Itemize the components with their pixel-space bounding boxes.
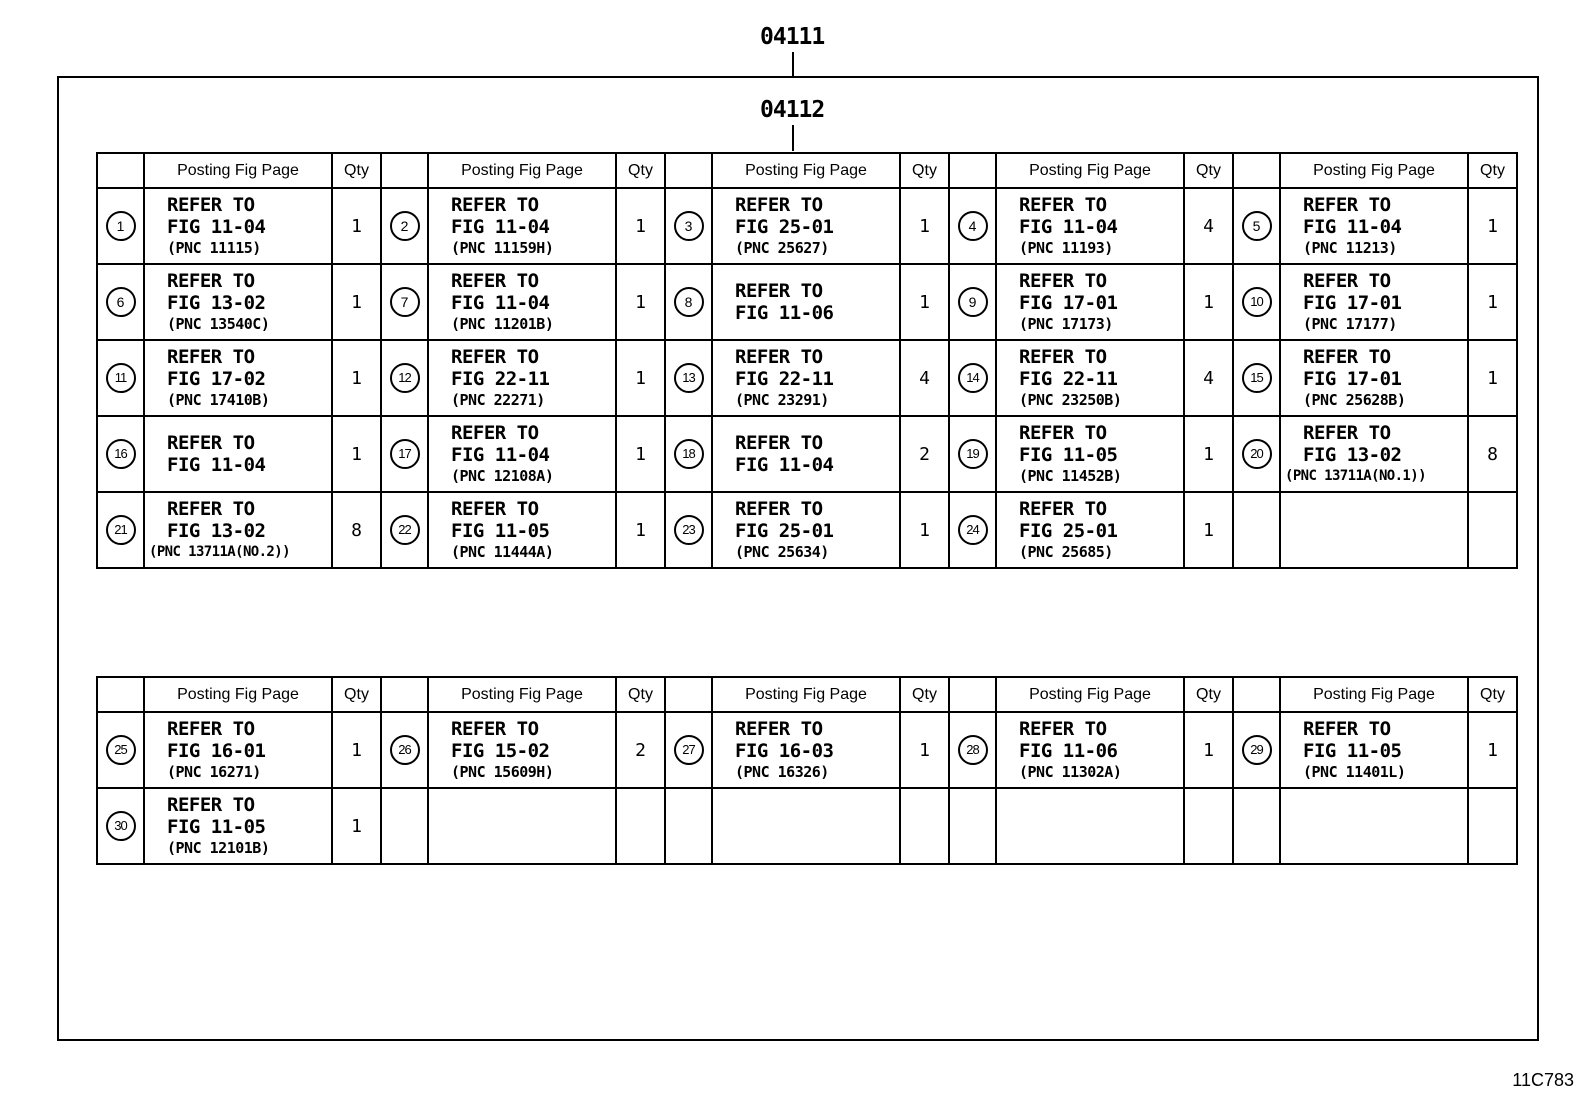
posting-fig-page-cell	[712, 416, 900, 492]
table-header-row	[97, 677, 1517, 712]
qty-cell: 1	[900, 712, 949, 788]
inner-leader-line	[792, 125, 794, 151]
refer-to-text: REFER TO	[1303, 718, 1391, 740]
item-number-cell	[1233, 788, 1280, 864]
posting-fig-page-cell	[996, 788, 1184, 864]
item-number-circle: 12	[390, 363, 420, 393]
refer-to-text: REFER TO	[735, 432, 823, 454]
table-header-row	[97, 153, 1517, 188]
fig-page-text: FIG 17-01	[1303, 292, 1402, 314]
qty-cell	[616, 788, 665, 864]
posting-fig-page-cell	[428, 788, 616, 864]
item-number-circle: 20	[1242, 439, 1272, 469]
item-number-cell	[949, 188, 996, 264]
item-number-circle: 18	[674, 439, 704, 469]
header-qty: Qty	[1468, 153, 1517, 188]
refer-to-text: REFER TO	[167, 270, 255, 292]
illustration-reference-code: 11C783	[1512, 1070, 1574, 1090]
header-posting-fig-page: Posting Fig Page	[144, 153, 332, 188]
posting-fig-page-cell	[996, 264, 1184, 340]
pnc-text: (PNC 13540C)	[167, 315, 270, 333]
item-number-circle: 26	[390, 735, 420, 765]
item-number-cell	[949, 340, 996, 416]
item-number-circle: 22	[390, 515, 420, 545]
posting-fig-page-cell	[144, 712, 332, 788]
item-number-cell	[97, 788, 144, 864]
posting-fig-page-cell	[144, 340, 332, 416]
posting-fig-page-cell	[712, 264, 900, 340]
item-number-circle: 10	[1242, 287, 1272, 317]
pnc-text: (PNC 16271)	[167, 763, 261, 781]
item-number-circle: 19	[958, 439, 988, 469]
inner-assembly-label: 04112	[760, 97, 825, 123]
fig-page-text: FIG 25-01	[1019, 520, 1118, 542]
posting-fig-page-cell	[144, 416, 332, 492]
header-qty: Qty	[1184, 153, 1233, 188]
refer-to-text: REFER TO	[1303, 346, 1391, 368]
table-row	[97, 788, 1517, 864]
posting-fig-page-cell	[996, 188, 1184, 264]
item-number-circle: 27	[674, 735, 704, 765]
header-posting-fig-page: Posting Fig Page	[428, 677, 616, 712]
refer-to-text: REFER TO	[735, 498, 823, 520]
table-row	[97, 264, 1517, 340]
header-posting-fig-page: Posting Fig Page	[712, 153, 900, 188]
pnc-text: (PNC 11201B)	[451, 315, 554, 333]
qty-cell: 2	[616, 712, 665, 788]
pnc-text: (PNC 12101B)	[167, 839, 270, 857]
pnc-text: (PNC 25634)	[735, 543, 829, 561]
item-number-circle: 11	[106, 363, 136, 393]
fig-page-text: FIG 11-06	[735, 302, 834, 324]
fig-page-text: FIG 22-11	[1019, 368, 1118, 390]
header-posting-fig-page: Posting Fig Page	[1280, 153, 1468, 188]
item-number-circle: 28	[958, 735, 988, 765]
item-number-cell	[1233, 188, 1280, 264]
qty-cell	[1468, 788, 1517, 864]
pnc-text: (PNC 25628B)	[1303, 391, 1406, 409]
item-number-circle: 15	[1242, 363, 1272, 393]
item-number-cell	[1233, 340, 1280, 416]
pnc-text: (PNC 11193)	[1019, 239, 1113, 257]
header-number-cell	[949, 677, 996, 712]
pnc-text: (PNC 17177)	[1303, 315, 1397, 333]
item-number-cell	[665, 264, 712, 340]
fig-page-text: FIG 11-04	[167, 454, 266, 476]
item-number-cell	[949, 788, 996, 864]
header-qty: Qty	[332, 677, 381, 712]
qty-cell	[900, 788, 949, 864]
fig-page-text: FIG 17-02	[167, 368, 266, 390]
qty-cell: 1	[1184, 712, 1233, 788]
posting-fig-page-cell	[144, 788, 332, 864]
item-number-circle: 21	[106, 515, 136, 545]
qty-cell	[1184, 788, 1233, 864]
pnc-text: (PNC 11213)	[1303, 239, 1397, 257]
fig-page-text: FIG 11-06	[1019, 740, 1118, 762]
item-number-cell	[665, 340, 712, 416]
fig-page-text: FIG 11-04	[167, 216, 266, 238]
fig-page-text: FIG 11-04	[451, 292, 550, 314]
item-number-circle: 4	[958, 211, 988, 241]
qty-cell: 1	[1184, 492, 1233, 568]
refer-to-text: REFER TO	[735, 346, 823, 368]
pnc-text: (PNC 11115)	[167, 239, 261, 257]
fig-page-text: FIG 13-02	[1303, 444, 1402, 466]
refer-to-text: REFER TO	[1019, 498, 1107, 520]
reference-table-lower	[96, 676, 1518, 865]
posting-fig-page-cell	[428, 416, 616, 492]
item-number-cell	[97, 416, 144, 492]
refer-to-text: REFER TO	[451, 194, 539, 216]
fig-page-text: FIG 22-11	[735, 368, 834, 390]
posting-fig-page-cell	[1280, 712, 1468, 788]
qty-cell: 8	[1468, 416, 1517, 492]
pnc-text: (PNC 11444A)	[451, 543, 554, 561]
refer-to-text: REFER TO	[735, 194, 823, 216]
pnc-text: (PNC 16326)	[735, 763, 829, 781]
item-number-cell	[97, 188, 144, 264]
pnc-text: (PNC 11401L)	[1303, 763, 1406, 781]
posting-fig-page-cell	[428, 340, 616, 416]
pnc-text: (PNC 23250B)	[1019, 391, 1122, 409]
item-number-cell	[381, 188, 428, 264]
qty-cell: 1	[1468, 340, 1517, 416]
refer-to-text: REFER TO	[451, 718, 539, 740]
posting-fig-page-cell	[712, 712, 900, 788]
item-number-circle: 3	[674, 211, 704, 241]
pnc-text: (PNC 17173)	[1019, 315, 1113, 333]
header-posting-fig-page: Posting Fig Page	[428, 153, 616, 188]
fig-page-text: FIG 13-02	[167, 292, 266, 314]
item-number-cell	[949, 492, 996, 568]
refer-to-text: REFER TO	[451, 498, 539, 520]
pnc-text: (PNC 13711A(NO.1))	[1285, 468, 1426, 484]
fig-page-text: FIG 11-04	[1303, 216, 1402, 238]
qty-cell: 1	[616, 492, 665, 568]
refer-to-text: REFER TO	[451, 422, 539, 444]
posting-fig-page-cell	[144, 188, 332, 264]
pnc-text: (PNC 25627)	[735, 239, 829, 257]
qty-cell: 8	[332, 492, 381, 568]
qty-cell: 1	[1184, 416, 1233, 492]
header-posting-fig-page: Posting Fig Page	[144, 677, 332, 712]
item-number-cell	[381, 416, 428, 492]
fig-page-text: FIG 11-05	[167, 816, 266, 838]
header-posting-fig-page: Posting Fig Page	[1280, 677, 1468, 712]
fig-page-text: FIG 11-05	[1019, 444, 1118, 466]
qty-cell: 1	[900, 492, 949, 568]
item-number-cell	[97, 264, 144, 340]
item-number-cell	[381, 712, 428, 788]
header-number-cell	[1233, 153, 1280, 188]
item-number-cell	[1233, 264, 1280, 340]
posting-fig-page-cell	[428, 264, 616, 340]
header-qty: Qty	[616, 677, 665, 712]
qty-cell: 1	[616, 188, 665, 264]
header-number-cell	[381, 677, 428, 712]
refer-to-text: REFER TO	[167, 718, 255, 740]
posting-fig-page-cell	[428, 188, 616, 264]
item-number-cell	[381, 340, 428, 416]
table-row	[97, 340, 1517, 416]
posting-fig-page-cell	[996, 712, 1184, 788]
item-number-circle: 30	[106, 811, 136, 841]
qty-cell: 1	[900, 188, 949, 264]
qty-cell: 4	[1184, 340, 1233, 416]
posting-fig-page-cell	[1280, 188, 1468, 264]
refer-to-text: REFER TO	[735, 280, 823, 302]
qty-cell: 1	[1184, 264, 1233, 340]
refer-to-text: REFER TO	[1303, 270, 1391, 292]
refer-to-text: REFER TO	[451, 270, 539, 292]
qty-cell: 1	[1468, 188, 1517, 264]
table-row	[97, 188, 1517, 264]
fig-page-text: FIG 17-01	[1019, 292, 1118, 314]
qty-cell: 4	[900, 340, 949, 416]
posting-fig-page-cell	[428, 492, 616, 568]
item-number-cell	[949, 712, 996, 788]
header-number-cell	[97, 153, 144, 188]
refer-to-text: REFER TO	[167, 498, 255, 520]
posting-fig-page-cell	[1280, 788, 1468, 864]
item-number-circle: 14	[958, 363, 988, 393]
qty-cell: 1	[332, 340, 381, 416]
header-qty: Qty	[900, 677, 949, 712]
header-posting-fig-page: Posting Fig Page	[996, 153, 1184, 188]
fig-page-text: FIG 11-05	[451, 520, 550, 542]
posting-fig-page-cell	[996, 416, 1184, 492]
fig-page-text: FIG 16-03	[735, 740, 834, 762]
refer-to-text: REFER TO	[735, 718, 823, 740]
item-number-cell	[665, 788, 712, 864]
pnc-text: (PNC 22271)	[451, 391, 545, 409]
qty-cell: 1	[332, 188, 381, 264]
qty-cell: 1	[332, 788, 381, 864]
item-number-cell	[665, 188, 712, 264]
fig-page-text: FIG 11-04	[451, 216, 550, 238]
qty-cell: 1	[332, 712, 381, 788]
refer-to-text: REFER TO	[1019, 346, 1107, 368]
refer-to-text: REFER TO	[451, 346, 539, 368]
item-number-circle: 7	[390, 287, 420, 317]
pnc-text: (PNC 25685)	[1019, 543, 1113, 561]
posting-fig-page-cell	[1280, 416, 1468, 492]
outer-assembly-label: 04111	[760, 24, 825, 50]
posting-fig-page-cell	[712, 340, 900, 416]
item-number-cell	[1233, 492, 1280, 568]
outer-leader-line	[792, 52, 794, 76]
item-number-circle: 9	[958, 287, 988, 317]
fig-page-text: FIG 22-11	[451, 368, 550, 390]
qty-cell: 4	[1184, 188, 1233, 264]
fig-page-text: FIG 25-01	[735, 520, 834, 542]
table-row	[97, 416, 1517, 492]
item-number-cell	[665, 416, 712, 492]
qty-cell: 1	[1468, 264, 1517, 340]
pnc-text: (PNC 17410B)	[167, 391, 270, 409]
fig-page-text: FIG 11-05	[1303, 740, 1402, 762]
header-posting-fig-page: Posting Fig Page	[996, 677, 1184, 712]
item-number-cell	[665, 492, 712, 568]
item-number-cell	[665, 712, 712, 788]
posting-fig-page-cell	[1280, 340, 1468, 416]
fig-page-text: FIG 13-02	[167, 520, 266, 542]
refer-to-text: REFER TO	[1303, 194, 1391, 216]
header-number-cell	[97, 677, 144, 712]
posting-fig-page-cell	[712, 188, 900, 264]
posting-fig-page-cell	[428, 712, 616, 788]
header-qty: Qty	[1468, 677, 1517, 712]
refer-to-text: REFER TO	[167, 794, 255, 816]
pnc-text: (PNC 11452B)	[1019, 467, 1122, 485]
item-number-cell	[381, 492, 428, 568]
posting-fig-page-cell	[712, 788, 900, 864]
posting-fig-page-cell	[144, 264, 332, 340]
header-qty: Qty	[616, 153, 665, 188]
qty-cell: 1	[332, 416, 381, 492]
header-number-cell	[665, 153, 712, 188]
pnc-text: (PNC 13711A(NO.2))	[149, 544, 290, 560]
item-number-circle: 1	[106, 211, 136, 241]
posting-fig-page-cell	[712, 492, 900, 568]
header-qty: Qty	[332, 153, 381, 188]
table-row	[97, 492, 1517, 568]
item-number-circle: 8	[674, 287, 704, 317]
header-qty: Qty	[900, 153, 949, 188]
qty-cell: 1	[332, 264, 381, 340]
pnc-text: (PNC 11302A)	[1019, 763, 1122, 781]
item-number-cell	[381, 788, 428, 864]
refer-to-text: REFER TO	[1019, 422, 1107, 444]
posting-fig-page-cell	[996, 492, 1184, 568]
header-number-cell	[665, 677, 712, 712]
fig-page-text: FIG 11-04	[735, 454, 834, 476]
item-number-circle: 17	[390, 439, 420, 469]
header-number-cell	[1233, 677, 1280, 712]
refer-to-text: REFER TO	[1019, 194, 1107, 216]
item-number-cell	[97, 340, 144, 416]
qty-cell: 1	[1468, 712, 1517, 788]
header-posting-fig-page: Posting Fig Page	[712, 677, 900, 712]
fig-page-text: FIG 25-01	[735, 216, 834, 238]
refer-to-text: REFER TO	[1019, 270, 1107, 292]
table-row	[97, 712, 1517, 788]
item-number-cell	[949, 416, 996, 492]
qty-cell: 1	[900, 264, 949, 340]
posting-fig-page-cell	[996, 340, 1184, 416]
posting-fig-page-cell	[1280, 492, 1468, 568]
fig-page-text: FIG 11-04	[1019, 216, 1118, 238]
qty-cell: 1	[616, 340, 665, 416]
item-number-circle: 23	[674, 515, 704, 545]
posting-fig-page-cell	[144, 492, 332, 568]
item-number-cell	[97, 712, 144, 788]
reference-table-upper	[96, 152, 1518, 569]
refer-to-text: REFER TO	[1019, 718, 1107, 740]
item-number-circle: 6	[106, 287, 136, 317]
refer-to-text: REFER TO	[1303, 422, 1391, 444]
item-number-circle: 2	[390, 211, 420, 241]
fig-page-text: FIG 15-02	[451, 740, 550, 762]
pnc-text: (PNC 11159H)	[451, 239, 554, 257]
item-number-circle: 5	[1242, 211, 1272, 241]
header-number-cell	[949, 153, 996, 188]
refer-to-text: REFER TO	[167, 194, 255, 216]
item-number-circle: 25	[106, 735, 136, 765]
item-number-circle: 16	[106, 439, 136, 469]
pnc-text: (PNC 12108A)	[451, 467, 554, 485]
qty-cell: 1	[616, 264, 665, 340]
qty-cell	[1468, 492, 1517, 568]
posting-fig-page-cell	[1280, 264, 1468, 340]
item-number-circle: 13	[674, 363, 704, 393]
header-number-cell	[381, 153, 428, 188]
fig-page-text: FIG 17-01	[1303, 368, 1402, 390]
item-number-circle: 29	[1242, 735, 1272, 765]
item-number-cell	[1233, 416, 1280, 492]
qty-cell: 2	[900, 416, 949, 492]
item-number-cell	[381, 264, 428, 340]
item-number-cell	[97, 492, 144, 568]
fig-page-text: FIG 11-04	[451, 444, 550, 466]
item-number-cell	[949, 264, 996, 340]
pnc-text: (PNC 15609H)	[451, 763, 554, 781]
item-number-cell	[1233, 712, 1280, 788]
qty-cell: 1	[616, 416, 665, 492]
fig-page-text: FIG 16-01	[167, 740, 266, 762]
pnc-text: (PNC 23291)	[735, 391, 829, 409]
header-qty: Qty	[1184, 677, 1233, 712]
refer-to-text: REFER TO	[167, 432, 255, 454]
item-number-circle: 24	[958, 515, 988, 545]
refer-to-text: REFER TO	[167, 346, 255, 368]
